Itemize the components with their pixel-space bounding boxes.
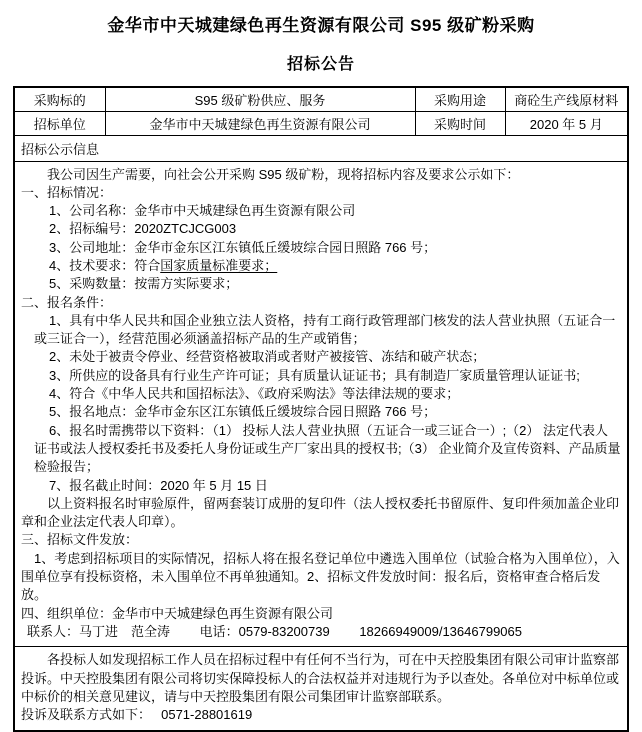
section1-item-purchase-quantity: 5、采购数量：按需方实际要求； <box>49 276 239 292</box>
purchase-time-value: 2020 年 5 月 <box>505 111 628 135</box>
table-row <box>14 135 628 161</box>
complaint-paragraph: 各投标人如发现招标工作人员在招标过程中有任何不当行为，可在中天控股集团有限公司审计监察部投诉。中天控股集团有限公司将切实保障投标人的合法权益并对违规行为予以查处。各单位对中标单位或中标价的相关意见建议，请与中天控股集团有限公司集团审计监察部联系。 <box>21 652 620 705</box>
section2-item-required-documents: 6、报名时需携带以下资料：（1） 投标人法人营业执照（五证合一或三证合一）;（2） 法定代表人证书或法人授权委托书及委托人身份证或生产厂家出具的授权书;（3） 企业简介及宣传资料、产品质量检验报告； <box>34 422 621 475</box>
section2-closing-note: 以上资料报名时审验原件，留两套装订成册的复印件（法人授权委托书留原件、复印件须加盖企业印章和企业法定代表人印章）。 <box>21 495 620 530</box>
section4-heading: 四、组织单位：金华市中天城建绿色再生资源有限公司 <box>21 605 334 621</box>
section2-item-certificates: 3、所供应的设备具有行业生产许可证；具有质量认证证书；具有制造厂家质量管理认证证书; <box>49 367 580 383</box>
section3-paragraph: 1、考虑到招标项目的实际情况，招标人将在报名登记单位中遴选入围单位（试验合格为入围单位），入围单位享有投标资格，未入围单位不再单独通知。2、招标文件发放时间：报名后，资格审查合格后发放。 <box>21 550 620 603</box>
tender-unit-value: 金华市中天城建绿色再生资源有限公司 <box>105 111 415 135</box>
purchase-use-label: 采购用途 <box>415 87 505 111</box>
section3-heading: 三、招标文件发放： <box>21 532 139 548</box>
notice-table <box>13 86 629 732</box>
section1-item-company-name: 1、公司名称：金华市中天城建绿色再生资源有限公司 <box>49 203 356 219</box>
purchase-time-label: 采购时间 <box>415 111 505 135</box>
section2-heading: 二、报名条件： <box>21 294 113 310</box>
section2-item-law-compliance: 4、符合《中华人民共和国招标法》、《政府采购法》等法律法规的要求； <box>49 386 460 402</box>
contact-line: 联系人：马丁进 范全涛 电话：0579-83200739 18266949009/13646799065 <box>27 623 522 639</box>
table-row <box>14 647 628 731</box>
technical-requirement-prefix: 4、技术要求：符合 <box>49 257 161 273</box>
document-subtitle: 招标公告 <box>286 56 355 73</box>
table-row <box>14 161 628 647</box>
section1-item-tender-number: 2、招标编号：2020ZTCJCG003 <box>49 221 237 237</box>
purchase-use-value: 商砼生产线原材料 <box>505 87 628 111</box>
notice-info-section-label: 招标公示信息 <box>14 135 628 161</box>
section2-item-registration-place: 5、报名地点：金华市金东区江东镇低丘缓坡综合园日照路 766 号； <box>49 404 437 420</box>
notice-intro: 我公司因生产需要，向社会公开采购 S95 级矿粉，现将招标内容及要求公示如下： <box>47 166 520 182</box>
section2-item-legal-qualification: 1、具有中华人民共和国企业独立法人资格，持有工商行政管理部门核发的法人营业执照（五证合一或三证合一），经营范围必须涵盖招标产品的生产或销售； <box>34 312 616 347</box>
section1-heading: 一、招标情况： <box>21 184 113 200</box>
section1-item-company-address: 3、公司地址：金华市金东区江东镇低丘缓坡综合园日照路 766 号； <box>49 239 437 255</box>
table-row <box>14 111 628 135</box>
section2-item-operation-status: 2、未处于被责令停业、经营资格被取消或者财产被接管、冻结和破产状态； <box>49 349 486 365</box>
purchase-subject-label: 采购标的 <box>14 87 105 111</box>
notice-body-cell <box>14 161 628 647</box>
complaint-contact-line: 投诉及联系方式如下： 0571-28801619 <box>21 707 253 723</box>
section1-item-technical-requirement <box>21 257 621 275</box>
complaint-cell <box>14 647 628 731</box>
purchase-subject-value: S95 级矿粉供应、服务 <box>105 87 415 111</box>
table-row <box>14 87 628 111</box>
tender-unit-label: 招标单位 <box>14 111 105 135</box>
document-title: 金华市中天城建绿色再生资源有限公司 S95 级矿粉采购 <box>107 16 535 35</box>
section2-item-registration-deadline: 7、报名截止时间：2020 年 5 月 15 日 <box>49 477 268 493</box>
technical-requirement-underlined: 国家质量标准要求； <box>160 257 278 273</box>
